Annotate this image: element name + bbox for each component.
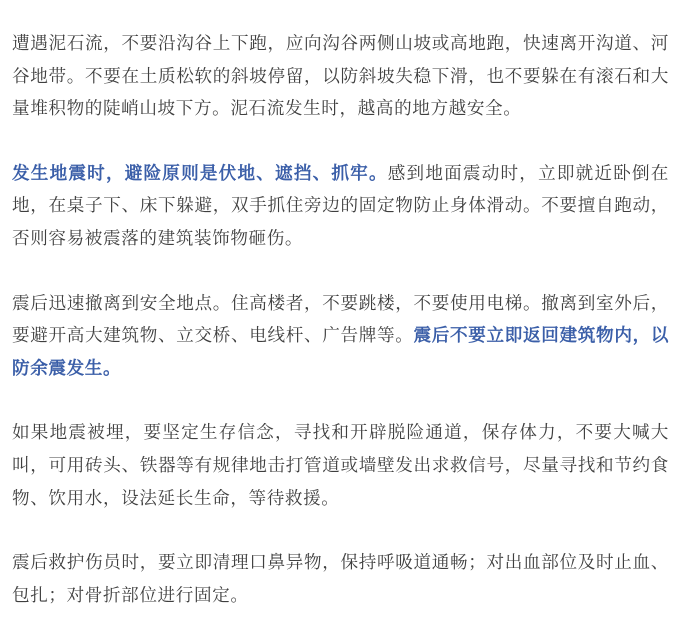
aftershock-warning-highlight: 震后不要立即返回建筑物内，以防余震发生。 <box>12 326 670 379</box>
earthquake-shelter-text: 感到地面震动时，立即就近卧倒在地，在桌子下、床下躲避，双手抓住旁边的固定物防止身体滑动。不要擅自跑动，否则容易被震落的建筑装饰物砸伤。 <box>12 163 669 249</box>
trapped-survival-text: 如果地震被埋，要坚定生存信念，寻找和开辟脱险通道，保存体力，不要大喊大叫，可用砖头、铁器等有规律地击打管道或墙壁发出求救信号，尽量寻找和节约食物、饮用水，设法延长生命，等待救援。 <box>12 423 669 509</box>
paragraph-debris-flow <box>12 28 669 126</box>
evacuation-text: 震后迅速撤离到安全地点。住高楼者，不要跳楼，不要使用电梯。撤离到室外后，要避开高大建筑物、立交桥、电线杆、广告牌等。 <box>12 293 669 347</box>
earthquake-principle-highlight: 发生地震时，避险原则是伏地、遮挡、抓牢。 <box>12 163 388 184</box>
paragraph-trapped <box>12 417 669 515</box>
paragraph-earthquake-shelter <box>12 158 669 256</box>
first-aid-text: 震后救护伤员时，要立即清理口鼻异物，保持呼吸道通畅；对出血部位及时止血、包扎；对骨折部位进行固定。 <box>12 553 669 606</box>
paragraph-evacuation <box>12 288 669 386</box>
debris-flow-advice-text: 遭遇泥石流，不要沿沟谷上下跑，应向沟谷两侧山坡或高地跑，快速离开沟道、河谷地带。不要在土质松软的斜坡停留，以防斜坡失稳下滑，也不要躲在有滚石和大量堆积物的陡峭山坡下方。泥石流发生时，越高的地方越安全。 <box>12 34 669 120</box>
paragraph-first-aid <box>12 547 669 612</box>
